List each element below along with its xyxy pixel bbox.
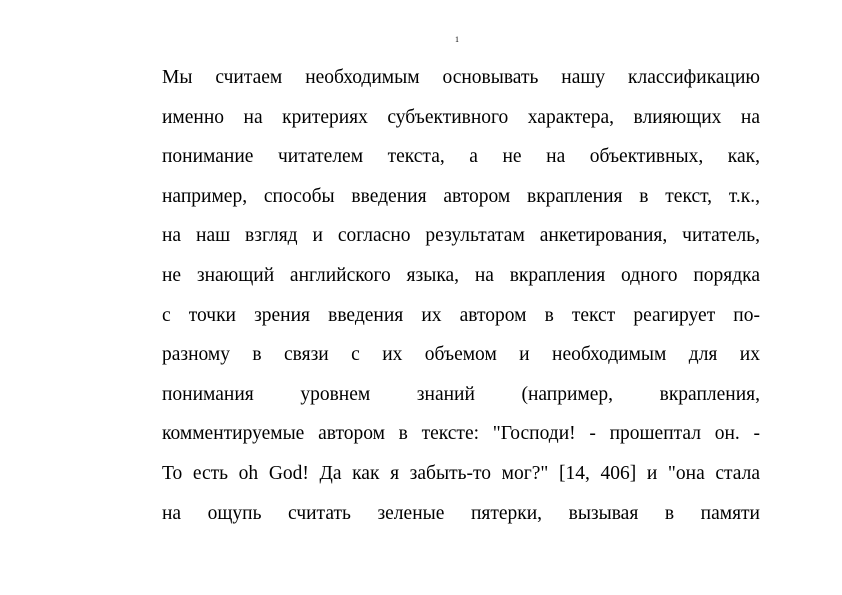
page-number: 1 xyxy=(455,35,459,44)
text-line: именно на критериях субъективного характера, влияющих на xyxy=(162,106,760,128)
text-line: на ощупь считать зеленые пятерки, вызывая в памяти xyxy=(162,502,760,524)
text-line: То есть oh God! Да как я забыть-то мог?" [14, 406] и "она стала xyxy=(162,462,760,484)
text-line: Мы считаем необходимым основывать нашу классификацию xyxy=(162,67,760,88)
text-line: на наш взгляд и согласно результатам анкетирования, читатель, xyxy=(162,225,760,247)
text-line: не знающий английского языка, на вкрапления одного порядка xyxy=(162,264,760,286)
body-paragraph xyxy=(162,60,760,535)
text-line: с точки зрения введения их автором в текст реагирует по- xyxy=(162,304,760,326)
text-line: понимания уровнем знаний (например, вкрапления, xyxy=(162,383,760,405)
text-line: комментируемые автором в тексте: "Господи! - прошептал он. - xyxy=(162,423,760,445)
text-line: например, способы введения автором вкрапления в текст, т.к., xyxy=(162,185,760,207)
text-line: разному в связи с их объемом и необходимым для их xyxy=(162,344,760,366)
text-line: понимание читателем текста, а не на объективных, как, xyxy=(162,146,760,168)
